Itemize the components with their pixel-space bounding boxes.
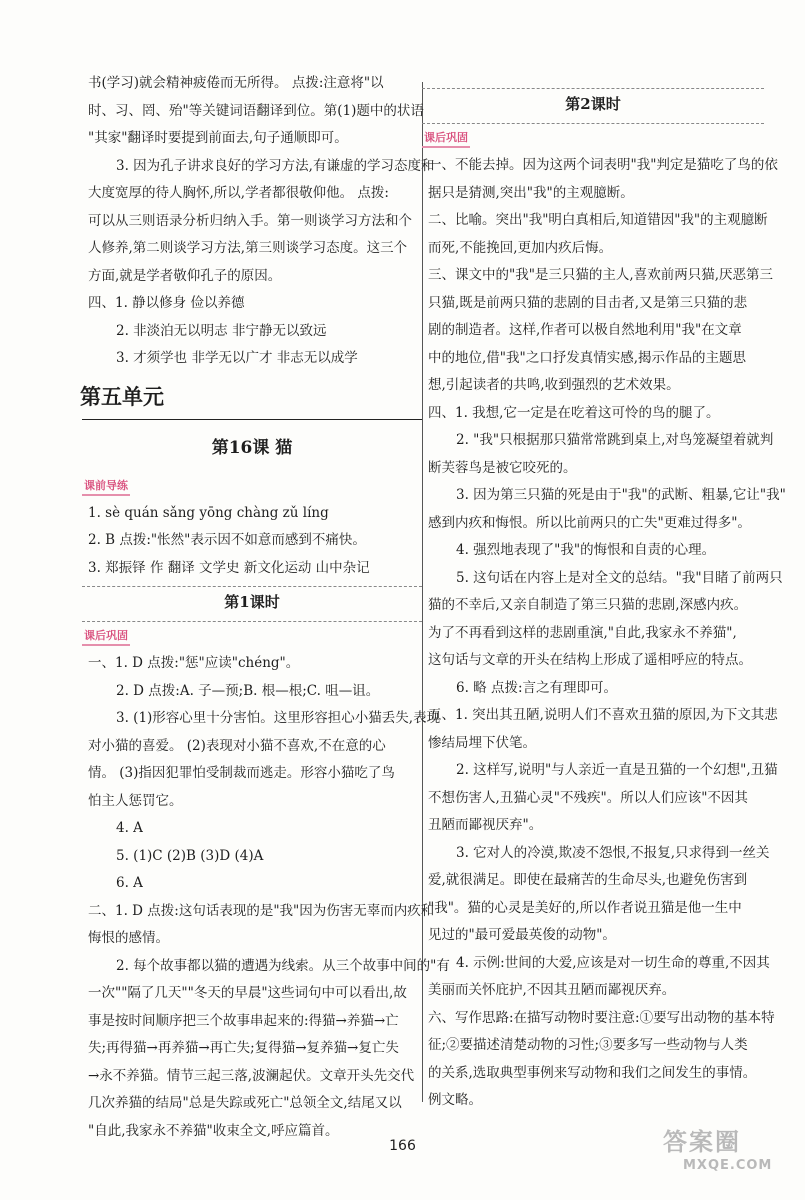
answer-line: 3. 因为第三只猫的死是由于"我"的武断、粗暴,它让"我" — [456, 487, 786, 503]
answer-line: 五、1. 突出其丑陋,说明人们不喜欢丑猫的原因,为下文其悲 — [428, 707, 778, 723]
answer-line: "我"。猫的心灵是美好的,所以作者说丑猫是他一生中 — [428, 899, 742, 916]
answer-line: 2. B 点拨:"怅然"表示因不如意而感到不痛快。 — [88, 532, 366, 548]
answer-line: 征;②要描述清楚动物的习性;③要多写一些动物与人类 — [428, 1037, 748, 1053]
watermark-text: 答案圈 — [663, 1128, 741, 1156]
answer-line: 失;再得猫→再养猫→再亡失;复得猫→复养猫→复亡失 — [88, 1040, 399, 1056]
answer-line: 见过的"最可爱最英俊的动物"。 — [428, 927, 616, 943]
answer-line: →永不养猫。情节三起三落,波澜起伏。文章开头先交代 — [88, 1067, 415, 1084]
answer-line: 这句话与文章的开头在结构上形成了遥相呼应的特点。 — [428, 652, 752, 668]
answer-line: 对小猫的喜爱。 (2)表现对小猫不喜欢,不在意的心 — [88, 737, 386, 754]
answer-line: "其家"翻译时要提到前面去,句子通顺即可。 — [88, 130, 348, 146]
answer-line: "自此,我家永不养猫"收束全文,呼应篇首。 — [88, 1122, 339, 1139]
answer-line: 3. (1)形容心里十分害怕。这里形容担心小猫丢失,表现 — [116, 710, 441, 726]
answer-line: 情。 (3)指因犯罪怕受制裁而逃走。形容小猫吃了鸟 — [88, 765, 395, 781]
answer-line: 2. "我"只根据那只猫常常跳到桌上,对鸟笼凝望着就判 — [456, 432, 774, 448]
answer-line: 3. 郑振铎 作 翻译 文学史 新文化运动 山中杂记 — [88, 559, 370, 576]
watermark-logo — [657, 1122, 783, 1180]
unit-title: 第五单元 — [80, 384, 164, 409]
answer-line: 例文略。 — [428, 1092, 482, 1108]
answer-line: 据只是猜测,突出"我"的主观臆断。 — [428, 184, 634, 201]
answer-line: 人修养,第二则谈学习方法,第三则谈学习态度。这三个 — [88, 240, 408, 256]
answer-line: 剧的制造者。这样,作者可以极自然地利用"我"在文章 — [428, 322, 742, 338]
answer-line: 2. D 点拨:A. 子—预;B. 根—根;C. 咀—诅。 — [116, 682, 380, 699]
answer-line: 而死,不能挽回,更加内疚后悔。 — [428, 239, 613, 256]
answer-line: 6. A — [116, 875, 143, 891]
answer-line: 只猫,既是前两只猫的悲剧的目击者,又是第三只猫的悲 — [428, 294, 748, 311]
answer-line: 中的地位,借"我"之口抒发真情实感,揭示作品的主题思 — [428, 349, 747, 366]
answer-line: 六、写作思路:在描写动物时要注意:①要写出动物的基本特 — [428, 1009, 775, 1026]
unit-rule — [82, 419, 422, 420]
answer-line: 美丽而关怀庇护,不因其丑陋而鄙视厌弃。 — [428, 982, 676, 998]
answer-line: 5. (1)C (2)B (3)D (4)A — [116, 847, 264, 864]
page-number: 166 — [389, 1138, 416, 1154]
answer-line: 时、习、罔、殆"等关键词语翻译到位。第(1)题中的状语 — [88, 102, 424, 119]
answer-line: 几次养猫的结局"总是失踪或死亡"总领全文,结尾又以 — [88, 1095, 402, 1111]
period-title: 第1课时 — [224, 593, 280, 611]
answer-line: 方面,就是学者敬仰孔子的原因。 — [88, 267, 282, 284]
section-tag-preview: 课前导练 — [82, 478, 130, 496]
answer-line: 2. 非淡泊无以明志 非宁静无以致远 — [116, 322, 327, 339]
answer-line: 2. 每个故事都以猫的遭遇为线索。从三个故事中间的"有 — [116, 957, 450, 974]
left-column — [80, 70, 450, 1145]
section-tag-after-class: 课后巩固 — [422, 130, 470, 148]
answer-line: 大度宽厚的待人胸怀,所以,学者都很敬仰他。 点拨: — [88, 185, 389, 201]
answer-line: 惨结局埋下伏笔。 — [428, 734, 536, 751]
lesson-title: 第16课 猫 — [211, 437, 293, 458]
answer-line: 不想伤害人,丑猫心灵"不残疾"。所以人们应该"不因其 — [428, 789, 748, 806]
answer-line: 断芙蓉鸟是被它咬死的。 — [428, 459, 577, 476]
answer-line: 书(学习)就会精神疲倦而无所得。 点拨:注意将"以 — [88, 75, 384, 91]
answer-line: 一、不能去掉。因为这两个词表明"我"判定是猫吃了鸟的依 — [428, 157, 778, 173]
section-tag-after-class: 课后巩固 — [82, 628, 130, 646]
answer-line: 怕主人惩罚它。 — [88, 792, 183, 809]
answer-line: 3. 它对人的冷漠,欺凌不怨恨,不报复,只求得到一丝关 — [456, 844, 770, 861]
answer-line: 的关系,选取典型事例来写动物和我们之间发生的事情。 — [428, 1064, 757, 1081]
answer-line: 3. 因为孔子讲求良好的学习方法,有谦虚的学习态度和 — [116, 157, 435, 174]
answer-line: 三、课文中的"我"是三只猫的主人,喜欢前两只猫,厌恶第三 — [428, 267, 774, 283]
column-divider — [422, 82, 423, 1102]
answer-line: 想,引起读者的共鸣,收到强烈的艺术效果。 — [428, 377, 680, 393]
answer-line: 一次""隔了几天""冬天的早晨"这些词句中可以看出,故 — [88, 985, 407, 1001]
answer-line: 四、1. 我想,它一定是在吃着这可怜的鸟的腿了。 — [428, 404, 720, 421]
answer-line: 一、1. D 点拨:"惩"应读"chéng"。 — [88, 655, 300, 671]
answer-line: 3. 才须学也 非学无以广才 非志无以成学 — [116, 350, 358, 366]
right-column — [424, 70, 786, 1115]
answer-line: 二、比喻。突出"我"明白真相后,知道错因"我"的主观臆断 — [428, 212, 768, 228]
answer-line: 为了不再看到这样的悲剧重演,"自此,我家永不养猫", — [428, 624, 737, 641]
answer-line: 1. sè quán sǎng yōng chàng zǔ líng — [88, 504, 329, 521]
answer-line: 可以从三则语录分析归纳入手。第一则谈学习方法和个 — [88, 212, 412, 229]
answer-line: 感到内疚和悔恨。所以比前两只的亡失"更难过得多"。 — [428, 514, 751, 531]
period-title: 第2课时 — [565, 95, 621, 113]
answer-line: 5. 这句话在内容上是对全文的总结。"我"目睹了前两只 — [456, 569, 783, 586]
answer-line: 4. 强烈地表现了"我"的悔恨和自责的心理。 — [456, 542, 716, 558]
answer-line: 4. A — [116, 820, 143, 836]
answer-line: 猫的不幸后,又亲自制造了第三只猫的悲剧,深感内疚。 — [428, 597, 748, 613]
answer-line: 悔恨的感情。 — [88, 930, 169, 946]
answer-line: 事是按时间顺序把三个故事串起来的:得猫→养猫→亡 — [88, 1012, 399, 1029]
answer-line: 4. 示例:世间的大爱,应该是对一切生命的尊重,不因其 — [456, 954, 770, 971]
answer-line: 2. 这样写,说明"与人亲近一直是丑猫的一个幻想",丑猫 — [456, 762, 778, 778]
answer-line: 二、1. D 点拨:这句话表现的是"我"因为伤害无辜而内疚和 — [88, 902, 435, 919]
answer-line: 6. 略 点拨:言之有理即可。 — [456, 679, 618, 696]
answer-line: 爱,就很满足。即使在最痛苦的生命尽头,也避免伤害到 — [428, 872, 748, 888]
answer-line: 四、1. 静以修身 俭以养德 — [88, 295, 245, 311]
answer-line: 丑陋而鄙视厌弃"。 — [428, 817, 543, 833]
watermark-url: MXQE.COM — [683, 1158, 773, 1173]
